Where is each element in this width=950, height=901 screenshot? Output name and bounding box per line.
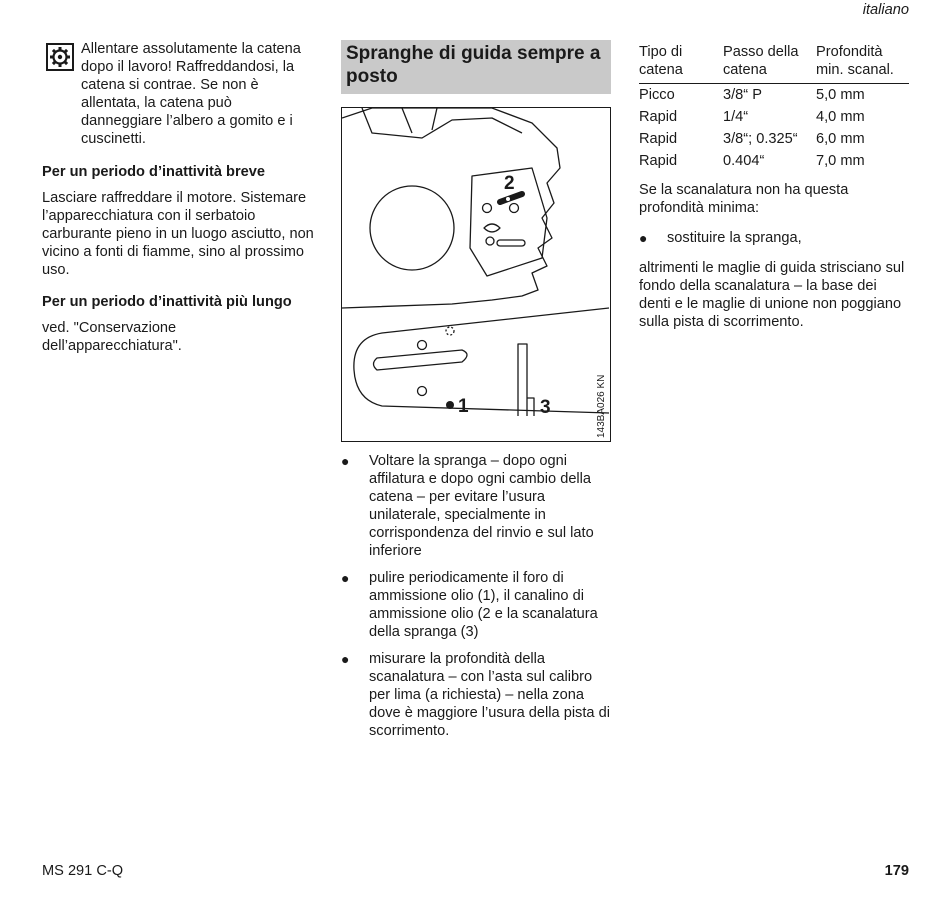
column-1 xyxy=(42,40,317,355)
short-idle-title: Per un periodo d’inattività breve xyxy=(42,164,266,180)
oil-inlet-dot xyxy=(446,401,454,409)
short-idle-text: Lasciare raffreddare il motore. Sistemare l’apparecchiatura con il serbatoio carburante pieno in un luogo asciutto, non vicino a fonti di fiamme, sino al prossimo uso. xyxy=(42,190,314,278)
bullet-text-1: Voltare la spranga – dopo ogni affilatura e dopo ogni cambio della catena – per evitare l’usura unilaterale, specialmente in corrispondenza del rinvio e sul lato inferiore xyxy=(369,453,594,559)
long-idle-text: ved. "Conservazione dell’apparecchiatura". xyxy=(42,320,182,354)
sprocket-cover xyxy=(370,186,454,270)
bullet-icon: ● xyxy=(341,651,350,667)
groove-depth-table xyxy=(639,43,909,172)
table-header-row xyxy=(639,43,909,84)
notice-block xyxy=(42,40,317,148)
guide-bar-figure xyxy=(341,107,611,442)
table-cell: Rapid xyxy=(639,109,678,125)
page-language: italiano xyxy=(862,2,909,18)
list-item xyxy=(341,650,611,740)
maintenance-bullets xyxy=(341,452,611,749)
bullet-icon: ● xyxy=(639,230,648,246)
figure-label-2: 2 xyxy=(504,173,515,194)
table-cell: 1/4“ xyxy=(723,109,749,125)
table-header: Profondità min. scanal. xyxy=(816,43,909,84)
list-item xyxy=(341,569,611,641)
table-cell: 0.404“ xyxy=(723,153,765,169)
list-item xyxy=(341,452,611,560)
bullet-text-3: misurare la profondità della scanalatura – con l’asta sul calibro per lima (a richiesta) – nella zona dove è maggiore l’usura della pista di scorrimento. xyxy=(369,651,610,739)
min-depth-note: Se la scanalatura non ha questa profondità minima: xyxy=(639,182,849,216)
gear-icon xyxy=(46,43,74,71)
figure-code: 143BA026 KN xyxy=(596,374,607,438)
guide-bar-outline xyxy=(354,308,609,413)
table-cell: Rapid xyxy=(639,131,678,147)
table-cell: 3/8“; 0.325“ xyxy=(723,131,798,147)
housing-top-edge xyxy=(362,108,522,138)
table-cell: 3/8“ P xyxy=(723,87,762,103)
closing-text: altrimenti le maglie di guida strisciano sul fondo della scanalatura – la base dei denti e le maglie di unione non poggiano sulla pista di scorrimento. xyxy=(639,260,905,330)
model-name: MS 291 C-Q xyxy=(42,863,124,879)
table-row xyxy=(639,84,909,107)
long-idle-title: Per un periodo d’inattività più lungo xyxy=(42,294,292,310)
table-cell: Picco xyxy=(639,87,675,103)
guide-bar-illustration xyxy=(342,108,609,440)
section-heading: Spranghe di guida sempre a posto xyxy=(341,40,611,94)
notice-text: Allentare assolutamente la catena dopo il lavoro! Raffreddandosi, la catena si contrae. Se non è allentata, la catena può danneggiare l’albero a gomito e i cuscinetti. xyxy=(81,41,301,147)
groove-gauge xyxy=(518,344,527,416)
guide-bar-slot xyxy=(374,350,468,370)
column-3 xyxy=(639,43,909,331)
table-cell: 6,0 mm xyxy=(816,131,865,147)
table-header: Passo della catena xyxy=(723,43,816,84)
bullet-icon: ● xyxy=(341,570,350,586)
table-header: Tipo di catena xyxy=(639,43,723,84)
replace-bar-text: sostituire la spranga, xyxy=(667,230,802,246)
table-cell: 7,0 mm xyxy=(816,153,865,169)
figure-label-1: 1 xyxy=(458,396,469,417)
list-item xyxy=(639,229,909,247)
page-number: 179 xyxy=(884,863,909,879)
table-row xyxy=(639,150,909,172)
table-cell: Rapid xyxy=(639,153,678,169)
table-row xyxy=(639,128,909,150)
bullet-text-2: pulire periodicamente il foro di ammissione olio (1), il canalino di ammissione olio (2 e la scanalatura della spranga (3) xyxy=(369,570,598,640)
table-cell: 4,0 mm xyxy=(816,109,865,125)
table-cell: 5,0 mm xyxy=(816,87,865,103)
bullet-icon: ● xyxy=(341,453,350,469)
figure-label-3: 3 xyxy=(540,397,551,418)
table-row xyxy=(639,106,909,128)
